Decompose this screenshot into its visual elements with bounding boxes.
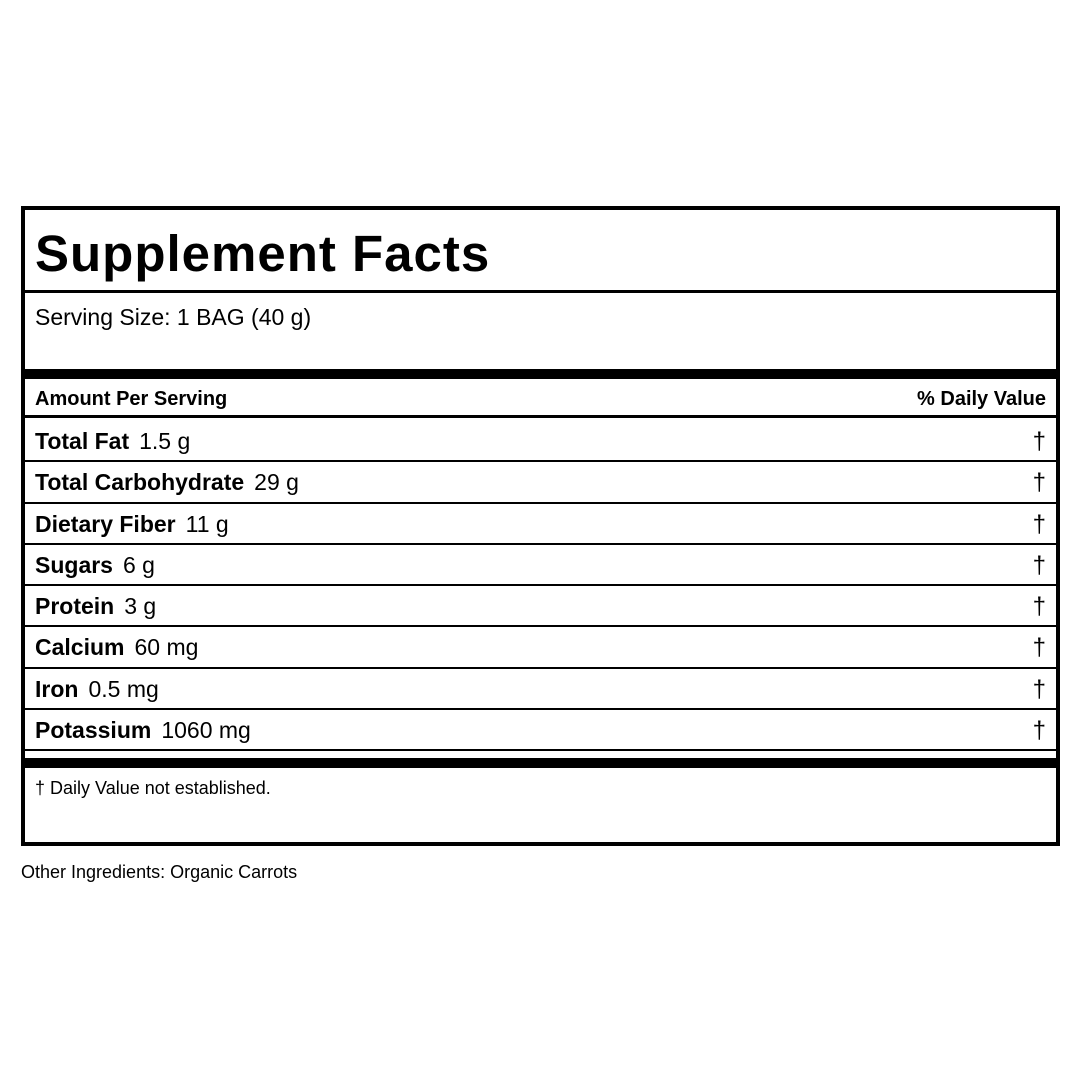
dagger-symbol: † — [1032, 551, 1046, 579]
nutrient-row — [25, 710, 1056, 751]
dagger-symbol: † — [1032, 510, 1046, 538]
divider — [25, 415, 1056, 418]
divider — [25, 290, 1056, 293]
footnote: † Daily Value not established. — [35, 778, 271, 798]
nutrient-amount: 3 g — [124, 593, 157, 620]
nutrient-list — [25, 421, 1056, 751]
thick-divider — [25, 369, 1056, 379]
nutrient-name: Potassium — [35, 717, 152, 744]
nutrient-row — [25, 545, 1056, 586]
dagger-symbol: † — [1032, 428, 1046, 455]
nutrient-name: Iron — [35, 675, 79, 702]
nutrient-amount: 60 mg — [134, 634, 199, 661]
nutrient-amount: 11 g — [185, 510, 229, 537]
nutrient-amount: 1060 mg — [161, 717, 251, 744]
nutrient-name: Total Carbohydrate — [35, 469, 245, 496]
nutrient-row — [25, 586, 1056, 627]
nutrient-amount: 0.5 mg — [88, 675, 159, 702]
nutrient-row — [25, 627, 1056, 668]
dagger-symbol: † — [1032, 634, 1046, 662]
supplement-facts-panel — [21, 206, 1060, 846]
nutrient-amount: 29 g — [254, 469, 299, 496]
nutrient-amount: 6 g — [122, 551, 155, 578]
nutrient-row — [25, 462, 1056, 503]
daily-value-header: % Daily Value — [917, 388, 1046, 410]
nutrient-name: Dietary Fiber — [35, 510, 176, 537]
other-ingredients: Other Ingredients: Organic Carrots — [21, 862, 298, 882]
nutrient-name: Calcium — [35, 634, 125, 661]
dagger-symbol: † — [1032, 717, 1046, 745]
nutrient-row — [25, 504, 1056, 545]
thick-divider — [25, 758, 1056, 768]
dagger-symbol: † — [1032, 469, 1046, 497]
dagger-symbol: † — [1032, 675, 1046, 703]
amount-per-serving-header: Amount Per Serving — [35, 388, 228, 410]
nutrient-row — [25, 669, 1056, 710]
nutrient-amount: 1.5 g — [139, 428, 191, 454]
serving-size: Serving Size: 1 BAG (40 g) — [35, 304, 312, 330]
dagger-symbol: † — [1032, 593, 1046, 621]
nutrient-name: Sugars — [35, 551, 113, 578]
nutrient-name: Protein — [35, 593, 115, 620]
nutrient-row — [25, 421, 1056, 462]
panel-title: Supplement Facts — [35, 225, 491, 282]
nutrient-name: Total Fat — [35, 428, 130, 454]
